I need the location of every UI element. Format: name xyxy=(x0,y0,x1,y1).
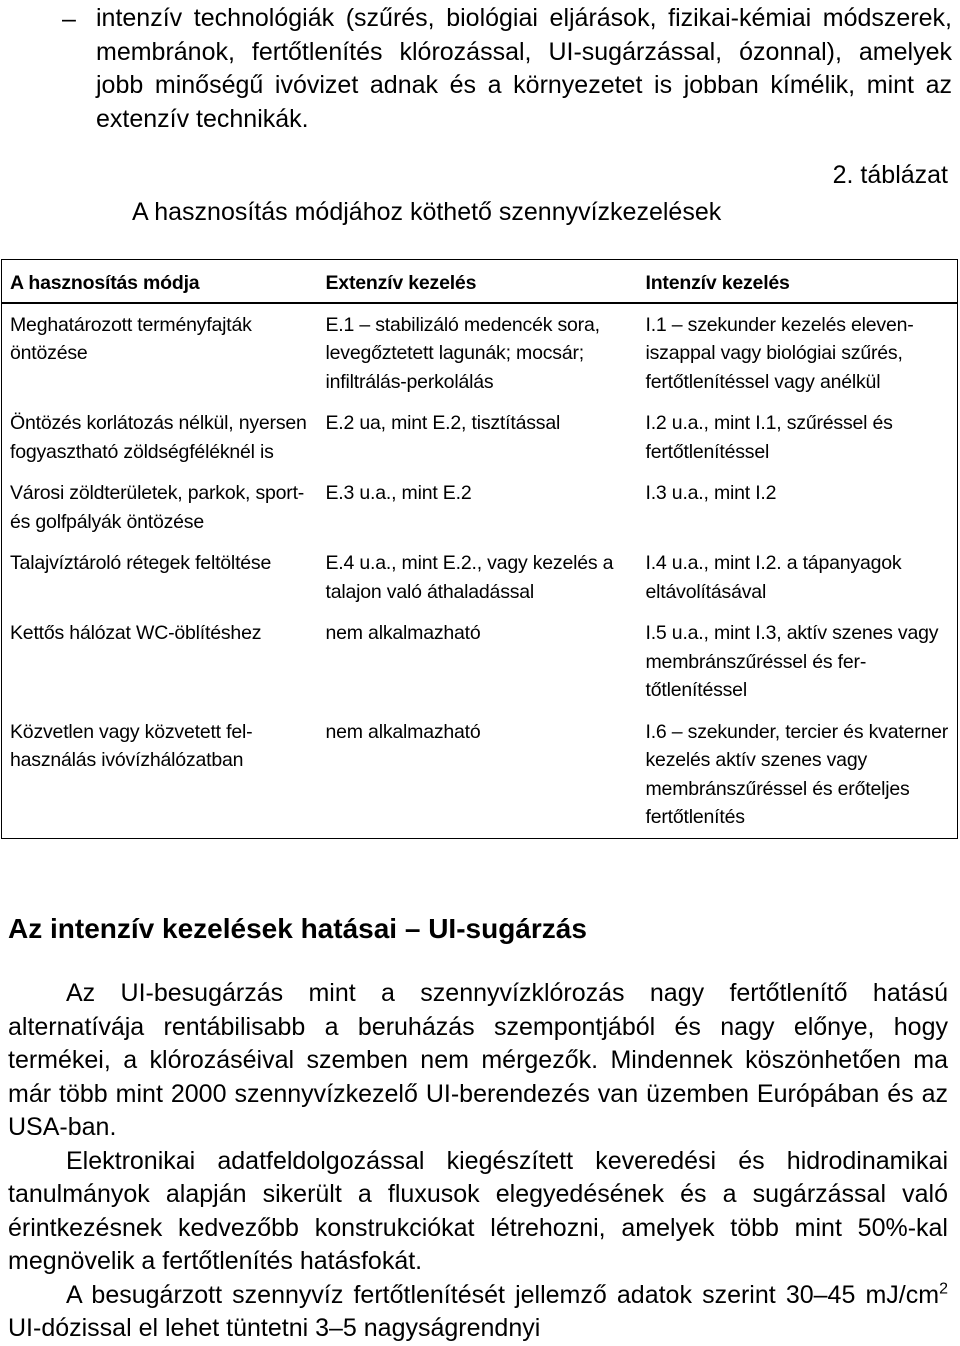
cell-usage: Talajvíztároló rétegek feltöltése xyxy=(2,542,318,612)
table-row xyxy=(2,711,958,839)
cell-extensive: E.4 u.a., mint E.2., vagy kezelés a talajon való áthaladással xyxy=(325,552,614,603)
table-number: 2. táblázat xyxy=(832,161,948,189)
paragraph: Elektronikai adatfeldolgozással kiegészített keveredési és hidrodinamikai tanulmányok alapján sikerült a fluxusok elegyedésének és a sugárzással való érintkezésnek kedvezőbb konstrukciókat létrehozni, amelyek több mint 50%-kal megnövelik a fertőtlenítés hatásfokát. xyxy=(8,1146,948,1275)
intro-bullet xyxy=(52,2,952,136)
table-row xyxy=(2,402,958,472)
cell-extensive: E.3 u.a., mint E.2 xyxy=(325,482,472,504)
superscript: 2 xyxy=(939,1280,948,1298)
cell-extensive: nem alkalmazható xyxy=(325,622,481,644)
cell-extensive: E.2 ua, mint E.2, tisztítással xyxy=(325,412,561,434)
table-header-row xyxy=(2,260,958,303)
paragraph-text: A besugárzott szennyvíz fertőtlenítését jellemző adatok szerint 30–45 mJ/cm xyxy=(66,1280,940,1309)
cell-usage: Közvetlen vagy közvetett felhasználás ivóvízhálózatban xyxy=(2,711,318,839)
cell-extensive: E.1 – stabilizáló medencék sora, levegőztetett lagunák; mocsár; infiltrálás-perkolálás xyxy=(325,313,600,393)
cell-intensive: I.6 – szekunder, tercier és kvaterner kezelés aktív szenes vagy membránszűréssel és erőteljes fertőtlenítés xyxy=(638,711,958,839)
section-body xyxy=(8,977,948,1346)
table-row xyxy=(2,303,958,403)
cell-usage: Öntözés korlátozás nélkül, nyersen fogyasztható zöldségféléknél is xyxy=(2,402,318,472)
paragraph-text: UI-dózissal el lehet tüntetni 3–5 nagyságrendnyi xyxy=(8,1314,541,1342)
paragraph xyxy=(8,1279,948,1346)
cell-intensive: I.4 u.a., mint I.2. a tápanyagok eltávolításával xyxy=(638,542,958,612)
header-intensive: Intenzív kezelés xyxy=(638,260,958,303)
cell-intensive: I.5 u.a., mint I.3, aktív szenes vagy membránszűréssel és fertőtlenítéssel xyxy=(638,612,958,711)
intro-text: intenzív technológiák (szűrés, biológiai eljárások, fizikai-kémiai módszerek, membránok, fertőtlenítés klórozással, UI-sugárzással, ózonnal), amelyek jobb minőségű ivóvizet adnak és a környezetet is jobban kímélik, mint az extenzív technikák. xyxy=(96,4,952,133)
bullet-dash: – xyxy=(62,5,76,33)
cell-intensive: I.1 – szekunder kezelés eleveniszappal vagy biológiai szűrés, fertőtlenítéssel vagy anélkül xyxy=(638,303,958,403)
cell-usage: Kettős hálózat WC-öblítéshez xyxy=(2,612,318,711)
header-usage: A hasznosítás módja xyxy=(2,260,318,303)
header-extensive: Extenzív kezelés xyxy=(318,260,638,303)
treatment-table xyxy=(1,259,958,839)
section-heading: Az intenzív kezelések hatásai – UI-sugárzás xyxy=(8,913,587,944)
cell-extensive: nem alkalmazható xyxy=(318,711,638,839)
table-title: A hasznosítás módjához köthető szennyvízkezelések xyxy=(132,198,722,226)
paragraph: Az UI-besugárzás mint a szennyvízklórozás nagy fertőtlenítő hatású alternatívája rentábilisabb a beruházás szempontjából és nagy előnye, hogy termékei, a klórozáséival szemben nem mérgezők. Mindennek köszönhetően ma már több mint 2000 szennyvízkezelő UI-berendezés van üzemben Európában és az USA-ban. xyxy=(8,979,948,1141)
cell-usage: Meghatározott terményfajták öntözése xyxy=(2,303,318,403)
cell-intensive: I.2 u.a., mint I.1, szűréssel és fertőtlenítéssel xyxy=(638,402,958,472)
table-row xyxy=(2,612,958,711)
cell-usage: Városi zöldterületek, parkok, sport- és golfpályák öntözése xyxy=(2,472,318,542)
table-row xyxy=(2,472,958,542)
cell-intensive: I.3 u.a., mint I.2 xyxy=(638,472,958,542)
table-row xyxy=(2,542,958,612)
